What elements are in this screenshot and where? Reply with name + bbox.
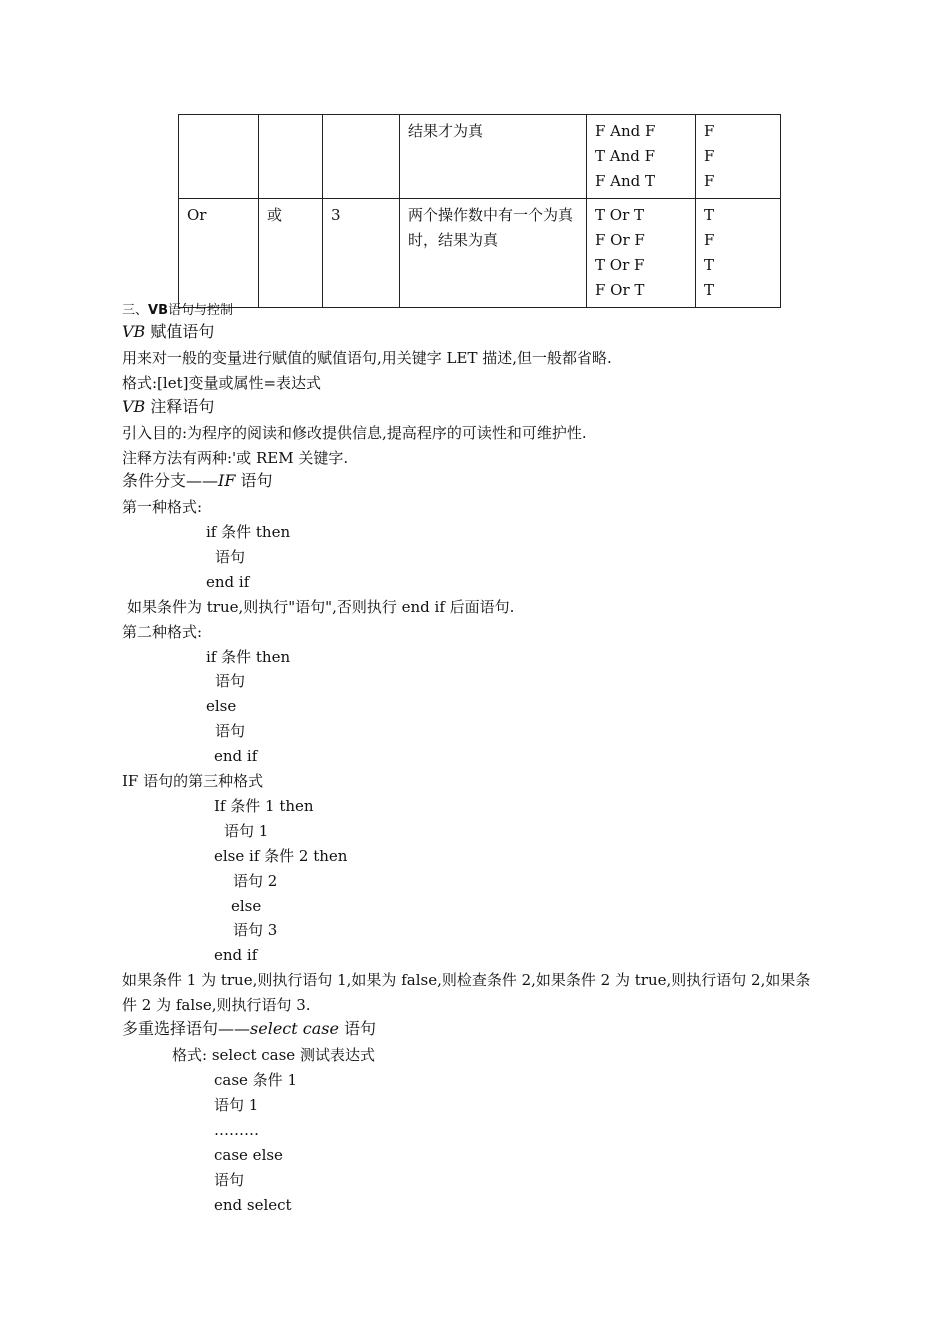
code-line: if 条件 then — [206, 648, 291, 666]
result-line: F — [704, 147, 715, 165]
if-second-label: 第二种格式: — [122, 623, 203, 641]
result-line: T — [704, 281, 715, 299]
code-line: if 条件 then — [206, 523, 291, 541]
comment-heading — [122, 397, 214, 417]
table-cell-examples — [587, 199, 696, 308]
code-line: 语句 3 — [233, 921, 278, 939]
section-title: 语句与控制 — [168, 303, 234, 318]
section-vb: VB — [148, 303, 168, 318]
comment-heading-text: 注释语句 — [145, 397, 215, 416]
select-heading — [122, 1019, 376, 1039]
assign-format: 格式:[let]变量或属性=表达式 — [122, 374, 322, 392]
code-line: 语句 2 — [233, 872, 278, 890]
if-third-label: IF 语句的第三种格式 — [122, 772, 264, 790]
table-cell-results — [696, 199, 781, 308]
code-line: If 条件 1 then — [214, 797, 314, 815]
result-line: F — [704, 122, 715, 140]
comment-methods: 注释方法有两种:'或 REM 关键字. — [122, 449, 349, 467]
code-line: end if — [206, 573, 250, 591]
code-line: case else — [214, 1146, 283, 1164]
example-line: F And T — [595, 172, 656, 190]
code-line: 语句 — [215, 548, 246, 566]
select-heading-em: select case — [250, 1019, 339, 1038]
table-cell-operator: Or — [179, 199, 259, 308]
operator-table — [178, 114, 781, 308]
code-line: else — [231, 897, 262, 915]
table-cell-name: 或 — [259, 199, 323, 308]
example-line: T Or F — [595, 256, 645, 274]
table-cell-description: 结果才为真 — [400, 115, 587, 199]
example-line: F Or T — [595, 281, 645, 299]
code-line: else — [206, 697, 237, 715]
select-heading-text: 多重选择语句—— — [122, 1019, 251, 1038]
result-line: F — [704, 231, 715, 249]
code-line: case 条件 1 — [214, 1071, 297, 1089]
assign-heading — [122, 322, 214, 342]
table-cell-operator — [179, 115, 259, 199]
code-line: end select — [214, 1196, 292, 1214]
comment-heading-em: VB — [122, 397, 146, 416]
code-line: 语句 — [215, 672, 246, 690]
code-line: end if — [214, 747, 258, 765]
table-cell-priority — [323, 115, 400, 199]
section-heading — [122, 301, 233, 321]
comment-purpose: 引入目的:为程序的阅读和修改提供信息,提高程序的可读性和可维护性. — [122, 424, 587, 442]
example-line: T And F — [595, 147, 656, 165]
table-cell-name — [259, 115, 323, 199]
if-heading-suffix: 语句 — [235, 471, 273, 490]
table-cell-examples — [587, 115, 696, 199]
assign-heading-em: VB — [122, 322, 146, 341]
if-third-description-1: 如果条件 1 为 true,则执行语句 1,如果为 false,则检查条件 2,如果条件 2 为 true,则执行语句 2,如果条 — [122, 971, 811, 989]
section-number: 三、 — [122, 303, 149, 318]
if-first-description: 如果条件为 true,则执行"语句",否则执行 end if 后面语句. — [127, 598, 515, 616]
if-heading-em: IF — [218, 471, 236, 490]
select-format: 格式: select case 测试表达式 — [172, 1046, 375, 1064]
table-cell-priority: 3 — [323, 199, 400, 308]
code-line: 语句 — [215, 722, 246, 740]
select-heading-suffix: 语句 — [338, 1019, 377, 1038]
result-line: T — [704, 206, 715, 224]
table-row — [179, 199, 781, 308]
code-line: 语句 1 — [224, 822, 269, 840]
code-line: 语句 1 — [214, 1096, 259, 1114]
if-heading — [122, 471, 273, 491]
table-row — [179, 115, 781, 199]
assign-heading-text: 赋值语句 — [145, 322, 215, 341]
example-line: F And F — [595, 122, 656, 140]
if-first-label: 第一种格式: — [122, 498, 203, 516]
code-line: else if 条件 2 then — [214, 847, 348, 865]
example-line: F Or F — [595, 231, 645, 249]
table-cell-results — [696, 115, 781, 199]
table-cell-description: 两个操作数中有一个为真时，结果为真 — [400, 199, 587, 308]
code-line: end if — [214, 946, 258, 964]
code-line: ……… — [214, 1121, 259, 1139]
result-line: F — [704, 172, 715, 190]
code-line: 语句 — [214, 1171, 245, 1189]
if-third-description-2: 件 2 为 false,则执行语句 3. — [122, 996, 311, 1014]
example-line: T Or T — [595, 206, 645, 224]
assign-description: 用来对一般的变量进行赋值的赋值语句,用关键字 LET 描述,但一般都省略. — [122, 349, 612, 367]
if-heading-text: 条件分支—— — [122, 471, 219, 490]
result-line: T — [704, 256, 715, 274]
